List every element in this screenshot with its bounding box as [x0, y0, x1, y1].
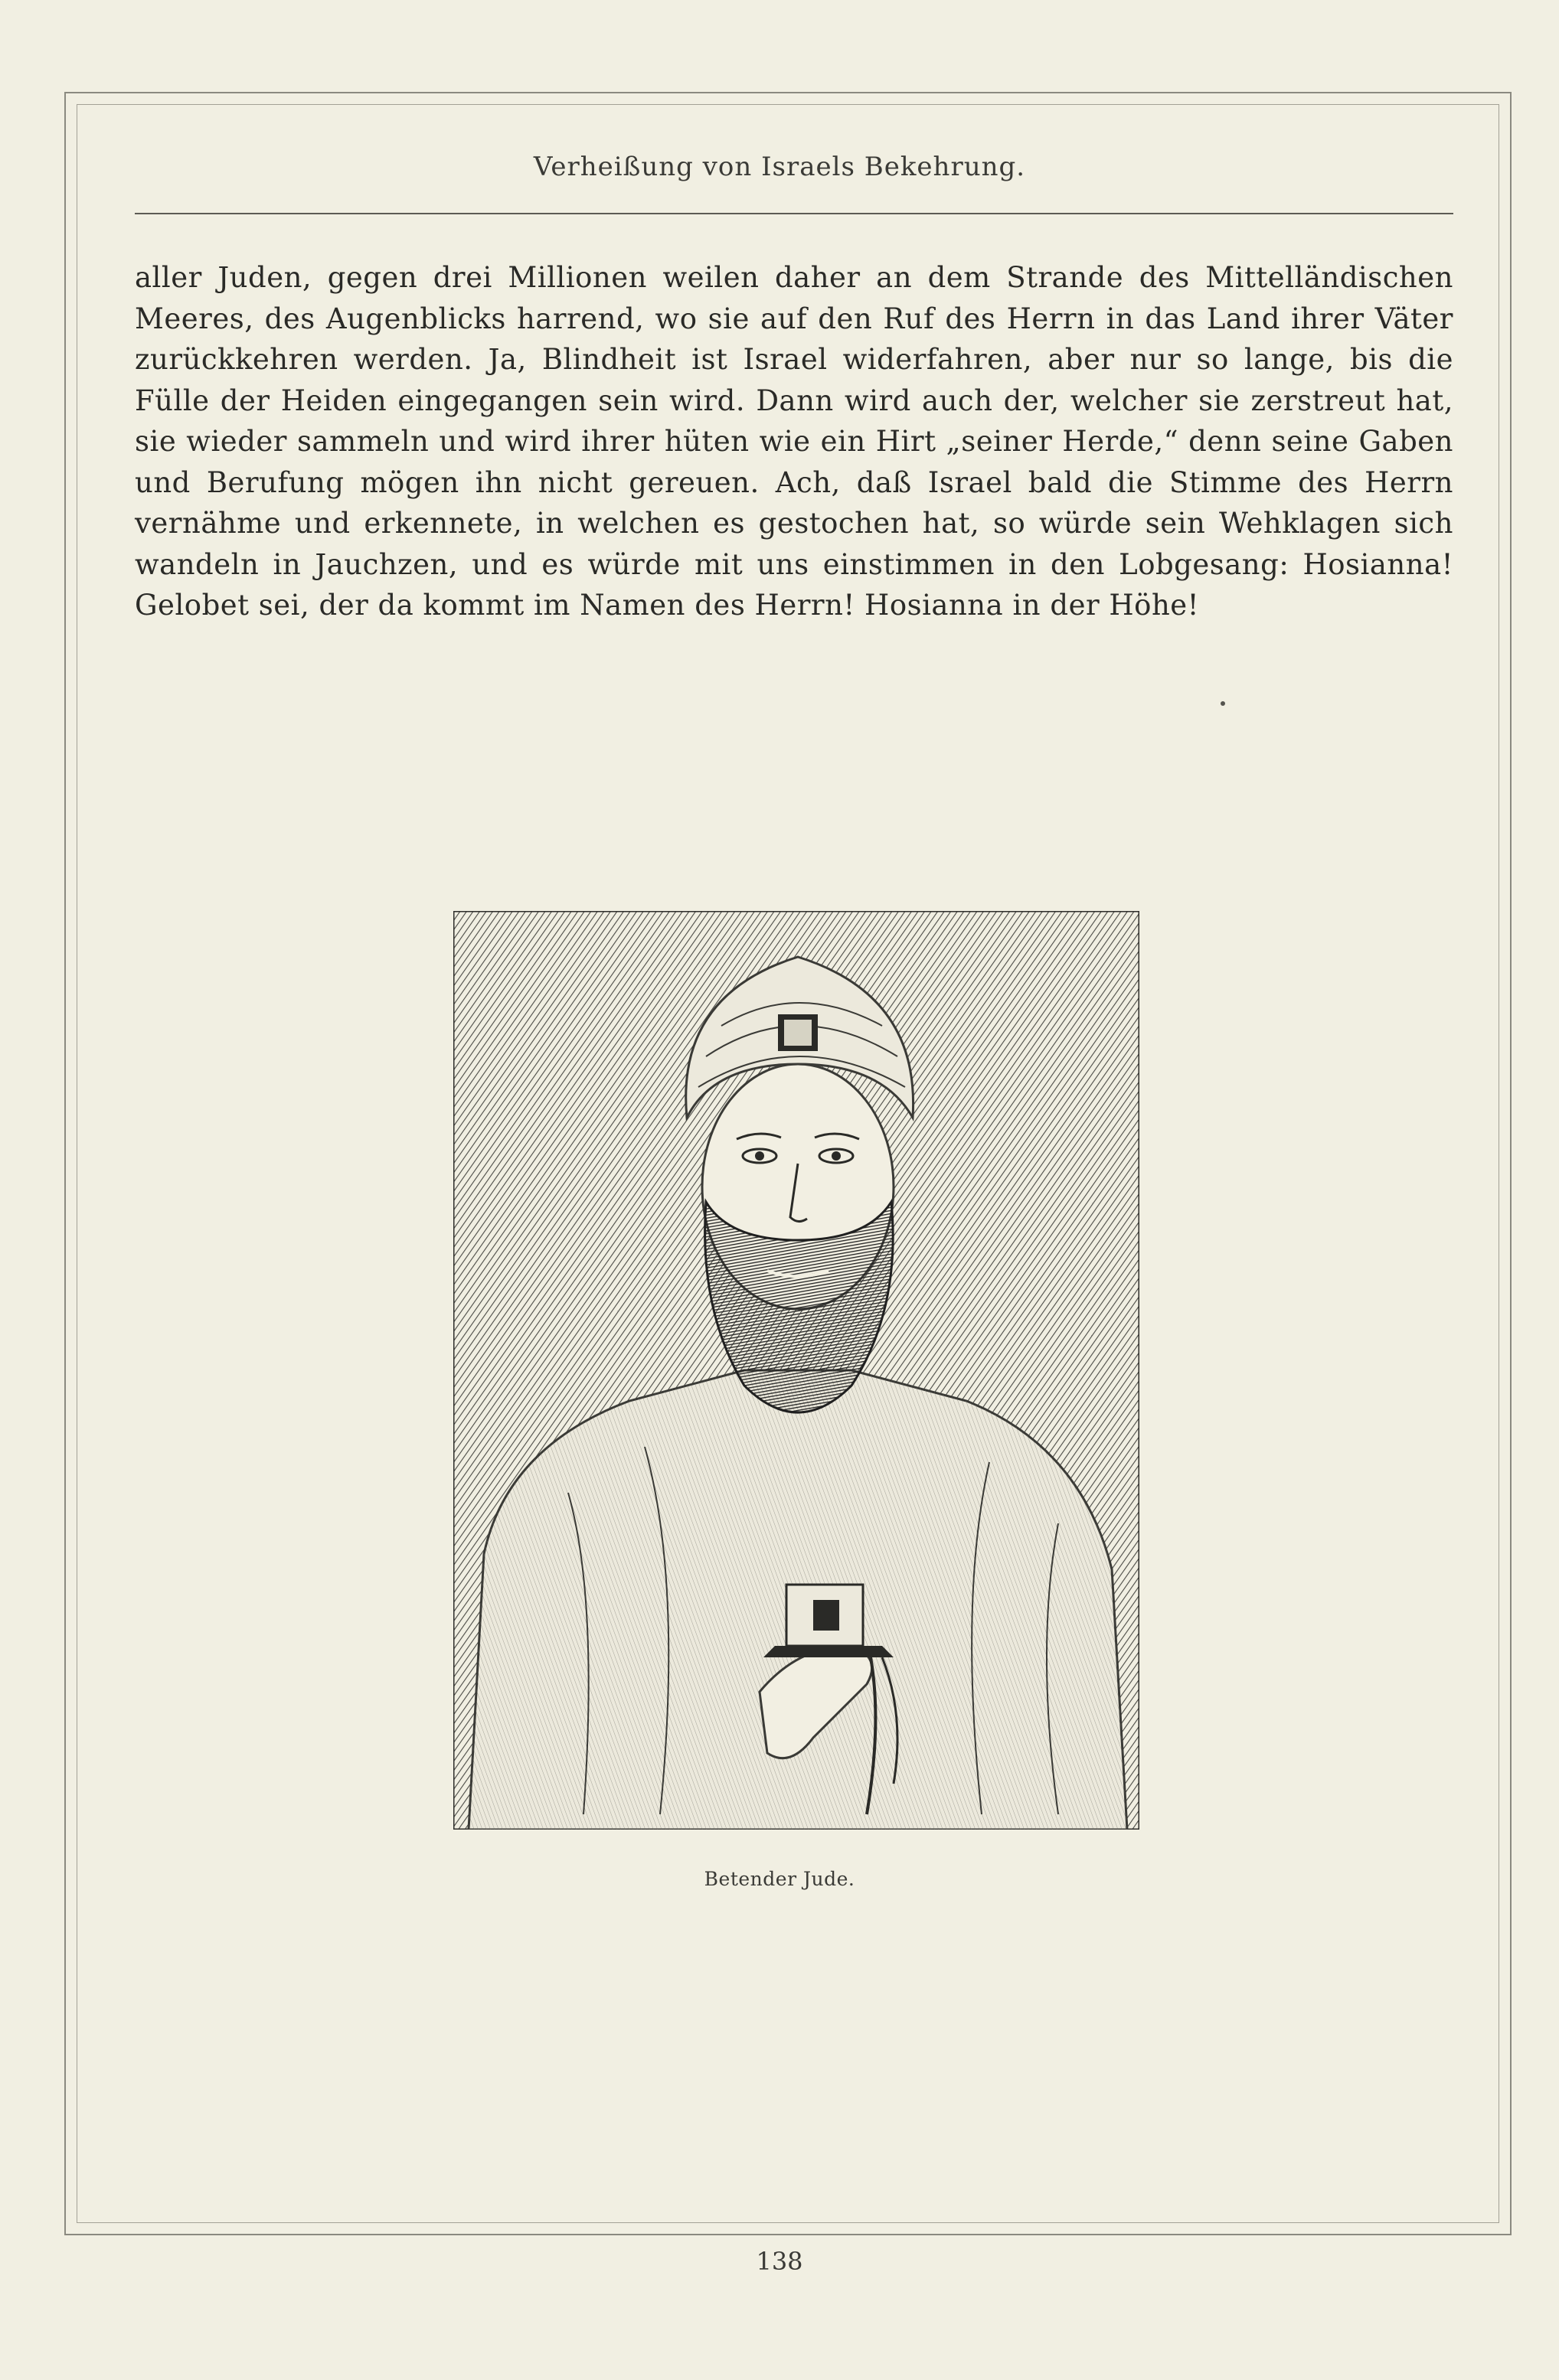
- engraving-illustration: [453, 911, 1139, 2289]
- body-paragraph: aller Juden, gegen drei Millionen weilen daher an dem Strande des Mittelländischen Meeres, des Augenblicks harrend, wo sie auf den Ruf des Herrn in das Land ihrer Väter zurückkehren werden. Ja, Blindheit ist Israel widerfahren, aber nur so lange, bis die Fülle der Heiden eingegangen sein wird. Dann wird auch der, welcher sie zerstreut hat, sie wieder sammeln und wird ihrer hüten wie ein Hirt „seiner Herde,“ denn seine Gaben und Berufung mögen ihn nicht gereuen. Ach, daß Israel bald die Stimme des Herrn vernähme und erkennete, in welchen es gestochen hat, so würde sein Wehklagen sich wandeln in Jauchzen, und es würde mit uns einstimmen in den Lobgesang: Hosianna! Gelobet sei, der da kommt im Namen des Herrn! Hosianna in der Höhe!: [135, 261, 1453, 622]
- page-number: 138: [756, 2247, 803, 2276]
- illustration-caption: Betender Jude.: [704, 1868, 855, 1890]
- ink-speck: [1221, 701, 1225, 706]
- header-rule: [135, 213, 1453, 214]
- running-head: Verheißung von Israels Bekehrung.: [533, 152, 1026, 182]
